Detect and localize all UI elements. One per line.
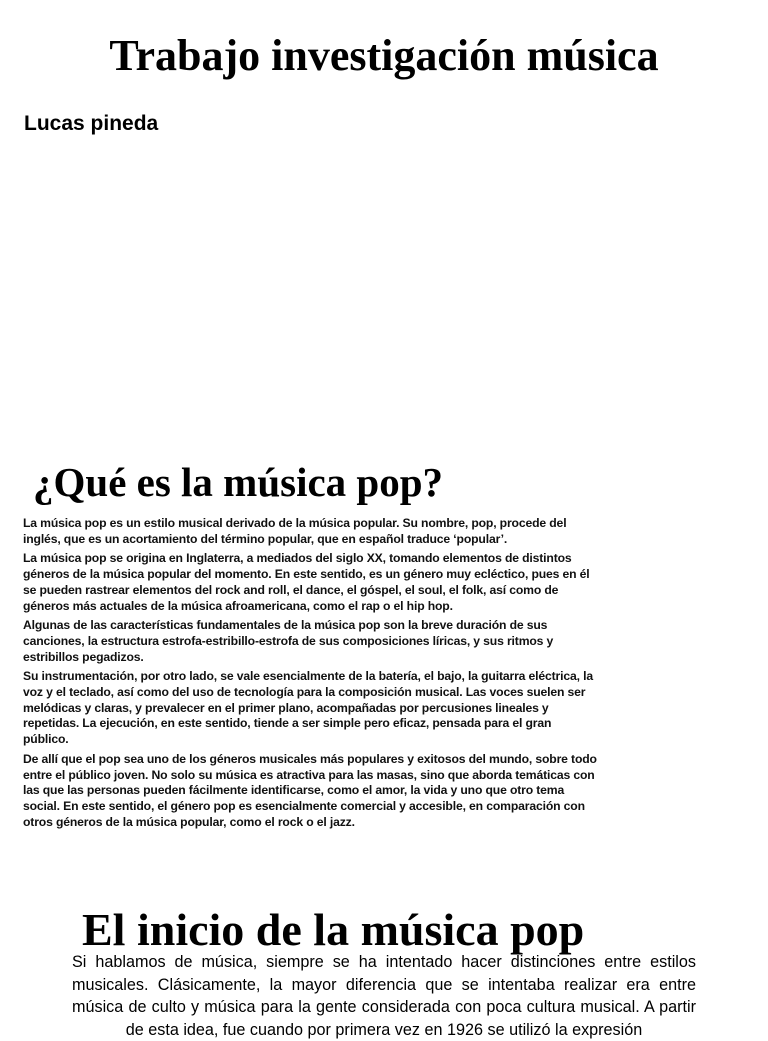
section-heading-inicio-pop: El inicio de la música pop	[82, 904, 585, 955]
section-body-que-es-pop	[23, 516, 598, 834]
section-body-inicio-pop: Si hablamos de música, siempre se ha intentado hacer distinciones entre estilos musicales. Clásicamente, la mayor diferencia que se intentaba realizar era entre música de culto y música para la gente considerada con poca cultura musical. A partir de esta idea, fue cuando por primera vez en 1926 se utilizó la expresión	[72, 953, 696, 1039]
document-title: Trabajo investigación música	[109, 31, 659, 80]
paragraph: La música pop se origina en Inglaterra, a mediados del siglo XX, tomando elementos de distintos géneros de la música popular del momento. En este sentido, es un género muy ecléctico, pues en él se pueden rastrear elementos del rock and roll, el dance, el góspel, el soul, el folk, así como de géneros más actuales de la música afroamericana, como el rap o el hip hop.	[23, 551, 590, 613]
author-name: Lucas pineda	[24, 112, 159, 135]
paragraph: Algunas de las características fundamentales de la música pop son la breve duración de sus canciones, la estructura estrofa-estribillo-estrofa de sus composiciones líricas, y sus ritmos y estribillos pegadizos.	[23, 618, 554, 664]
paragraph: De allí que el pop sea uno de los géneros musicales más populares y exitosos del mundo, sobre todo entre el público joven. No solo su música es atractiva para las masas, sino que aborda temáticas con las que las personas pueden fácilmente identificarse, como el amor, la vida y uno que otro tema social. En este sentido, el género pop es esencialmente comercial y accesible, en comparación con otros géneros de la música popular, como el rock o el jazz.	[23, 751, 597, 829]
paragraph: Su instrumentación, por otro lado, se vale esencialmente de la batería, el bajo, la guitarra eléctrica, la voz y el teclado, así como del uso de tecnología para la composición musical. Las voces suelen ser melódicas y claras, y prevalecer en el primer plano, acompañadas por percusiones lineales y repetidas. La ejecución, en este sentido, tiende a ser simple pero eficaz, pensada para el gran público.	[23, 669, 593, 747]
paragraph: La música pop es un estilo musical derivado de la música popular. Su nombre, pop, procede del inglés, que es un acortamiento del término popular, que en español traduce ‘popular’.	[23, 516, 567, 546]
section-heading-que-es-pop: ¿Qué es la música pop?	[33, 459, 444, 505]
